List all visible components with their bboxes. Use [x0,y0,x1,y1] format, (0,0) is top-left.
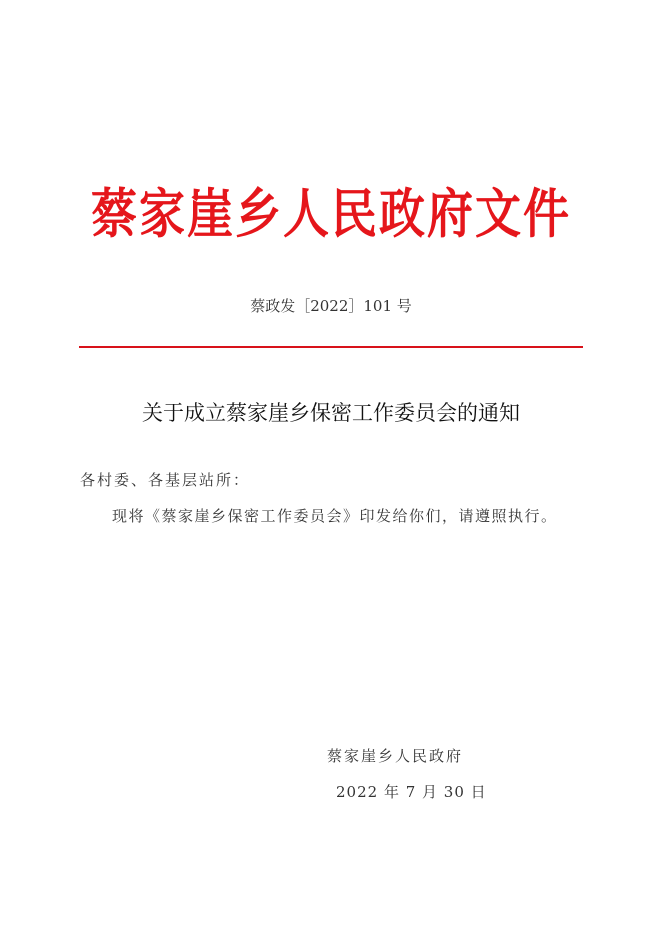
addressee-line: 各村委、各基层站所： [80,471,251,489]
signature-date: 2022 年 7 月 30 日 [336,783,487,801]
red-header-title: 蔡家崖乡人民政府文件 [91,182,571,245]
red-divider-line [79,346,583,348]
document-number: 蔡政发［2022］101 号 [250,297,412,315]
notice-title: 关于成立蔡家崖乡保密工作委员会的通知 [142,401,520,425]
notice-body: 现将《蔡家崖乡保密工作委员会》印发给你们，请遵照执行。 [112,507,558,525]
issuer-signature: 蔡家崖乡人民政府 [327,747,464,765]
